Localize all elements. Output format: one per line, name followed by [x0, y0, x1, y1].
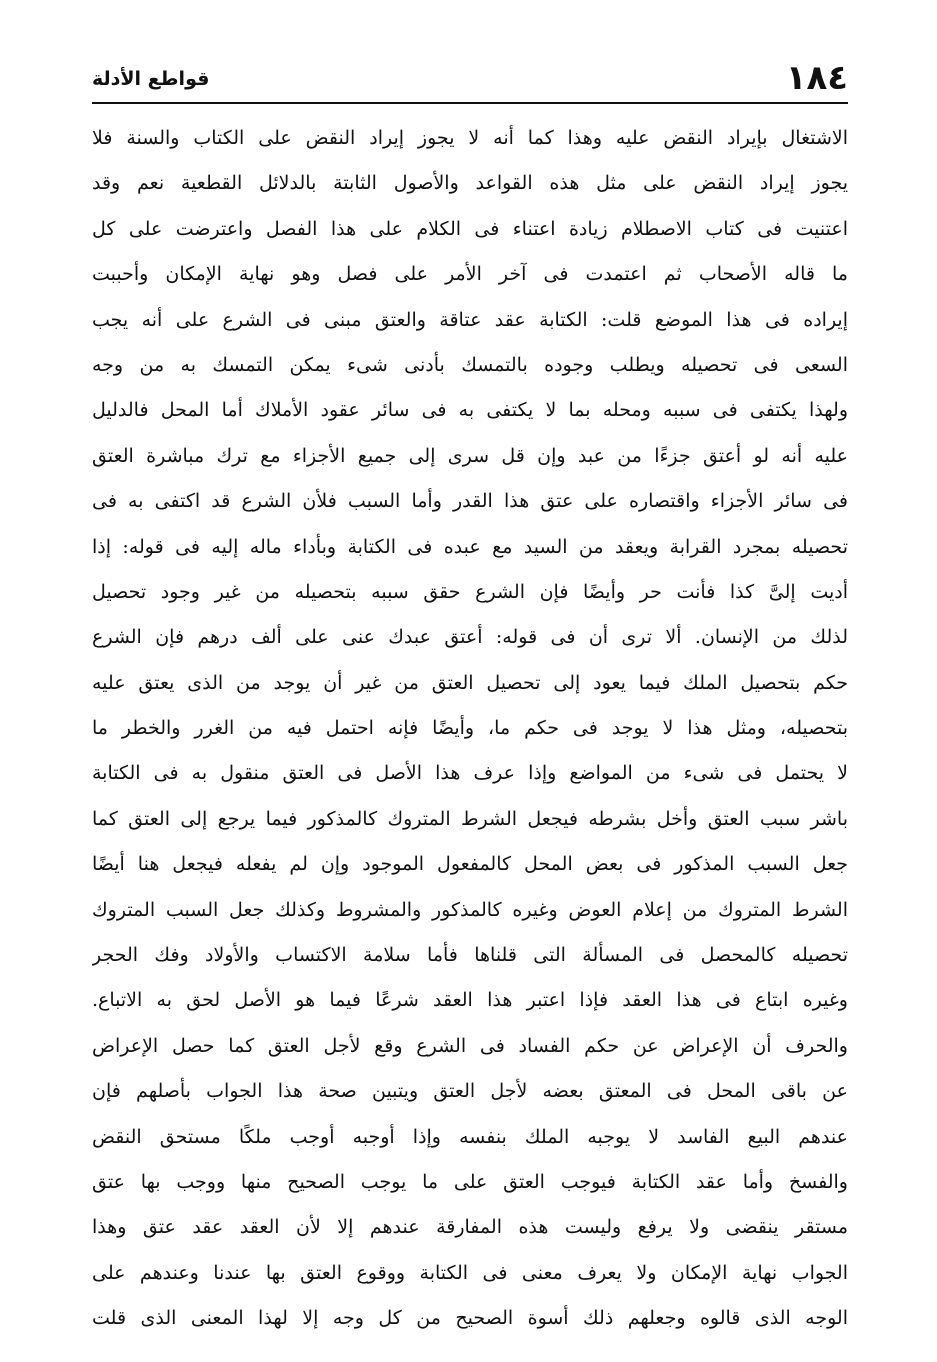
text-line: فى سائر الأجزاء واقتصاره على عتق هذا القدر وأما السبب فلأن الشرع قد اكتفى به فى: [92, 490, 848, 513]
text-line: الشرط المتروك من إعلام العوض وغيره كالمذكور والمشروط وكذلك جعل السبب المتروك: [92, 898, 848, 921]
text-line: مستقر ينقضى ولا يرفع وليست هذه المفارقة عندهم إلا لأن العقد عقد عتق وهذا: [92, 1216, 848, 1239]
text-line: الوجه الذى قالوه وجعلهم ذلك أسوة الصحيح من كل وجه إلا لهذا المعنى الذى قلت: [92, 1307, 848, 1330]
text-line: تحصيله بمجرد القرابة ويعقد من السيد مع عبده فى الكتابة وبأداء ماله إليه فى قوله: إذا: [92, 535, 848, 558]
text-line: عن باقى المحل فى المعتق بعضه لأجل العتق ويتبين صحة هذا الجواب بأصلهم فإن: [92, 1080, 848, 1103]
text-line: عليه أنه لو أعتق جزءًا من عبد وإن قل سرى إلى جميع الأجزاء مع ترك مباشرة العتق: [92, 444, 848, 467]
text-line: تحصيله كالمحصل فى المسألة التى قلناها فأما سلامة الاكتساب والأولاد وفك الحجر: [92, 944, 848, 967]
text-line: عندهم البيع الفاسد لا يوجبه الملك بنفسه وإذا أوجبه أوجب ملكًا مستحق النقض: [92, 1125, 848, 1148]
text-line: بتحصيله، ومثل هذا لا يوجد فى حكم ما، وأيضًا فإنه احتمل فيه من الغرر والخطر ما: [92, 717, 848, 740]
text-line: إيراده فى هذا الموضع قلت: الكتابة عقد عتاقة والعتق مبنى فى الشرع على أنه يجب: [92, 308, 848, 331]
page-number: ١٨٤: [785, 58, 848, 98]
text-line: السعى فى تحصيله ويطلب وجوده بالتمسك بأدنى شىء يمكن التمسك به من وجه: [92, 353, 848, 376]
text-line: حكم بتحصيل الملك فيما يعود إلى تحصيل العتق من غير أن يوجد من الذى يعتق عليه: [92, 671, 848, 694]
text-line: الجواب نهاية الإمكان ولا يعرف معنى فى الكتابة ووقوع العتق بها عندنا وعندهم على: [92, 1261, 848, 1284]
text-line: اعتنيت فى كتاب الاصطلام زيادة اعتناء فى الكلام على هذا الفصل واعترضت على كل: [92, 217, 848, 240]
text-line: لا يحتمل فى شىء من المواضع وإذا عرف هذا الأصل فى العتق منقول به فى الكتابة: [92, 762, 848, 785]
text-line: لذلك من الإنسان. ألا ترى أن فى قوله: أعتق عبدك عنى على ألف درهم فإن الشرع: [92, 626, 848, 649]
running-head: [92, 58, 848, 108]
text-line: ولهذا يكتفى فى سببه ومحله بما لا يكتفى به فى سائر عقود الأملاك أما المحل فالدليل: [92, 399, 848, 422]
text-line: والحرف أن الإعراض عن حكم الفساد فى الشرع وقع لأجل العتق كما حصل الإعراض: [92, 1034, 848, 1057]
book-title: قواطع الأدلة: [92, 68, 210, 90]
text-line: جعل السبب المذكور فى بعض المحل كالمفعول الموجود وإن لم يفعله فيجعل هنا أيضًا: [92, 853, 848, 876]
text-line: يجوز إيراد النقض على مثل هذه القواعد والأصول الثابتة بالدلائل القطعية نعم وقد: [92, 172, 848, 195]
text-line: وغيره ابتاع فى هذا العقد فإذا اعتبر هذا العقد شرعًا فيما هو الأصل لحق به الاتباع.: [92, 989, 848, 1012]
text-line: باشر سبب العتق وأخل بشرطه فيجعل الشرط المتروك كالمذكور فيما يرجع إلى العتق كما: [92, 807, 848, 830]
text-line: الاشتغال بإيراد النقض عليه وهذا كما أنه لا يجوز إيراد النقض على الكتاب والسنة فلا: [92, 127, 848, 149]
text-line: والفسخ وأما عقد الكتابة فيوجب العتق على ما يوجب الصحيح منها ووجب بها عتق: [92, 1170, 848, 1193]
header-rule: [92, 102, 848, 104]
text-line: أديت إلىَّ كذا فأنت حر وأيضًا فإن الشرع حقق سببه بتحصيله من غير وجود تحصيل: [92, 580, 848, 603]
text-line: ما قاله الأصحاب ثم اعتمدت فى آخر الأمر على فصل وهو نهاية الإمكان وأحببت: [92, 263, 848, 286]
body-text: [92, 116, 848, 1342]
